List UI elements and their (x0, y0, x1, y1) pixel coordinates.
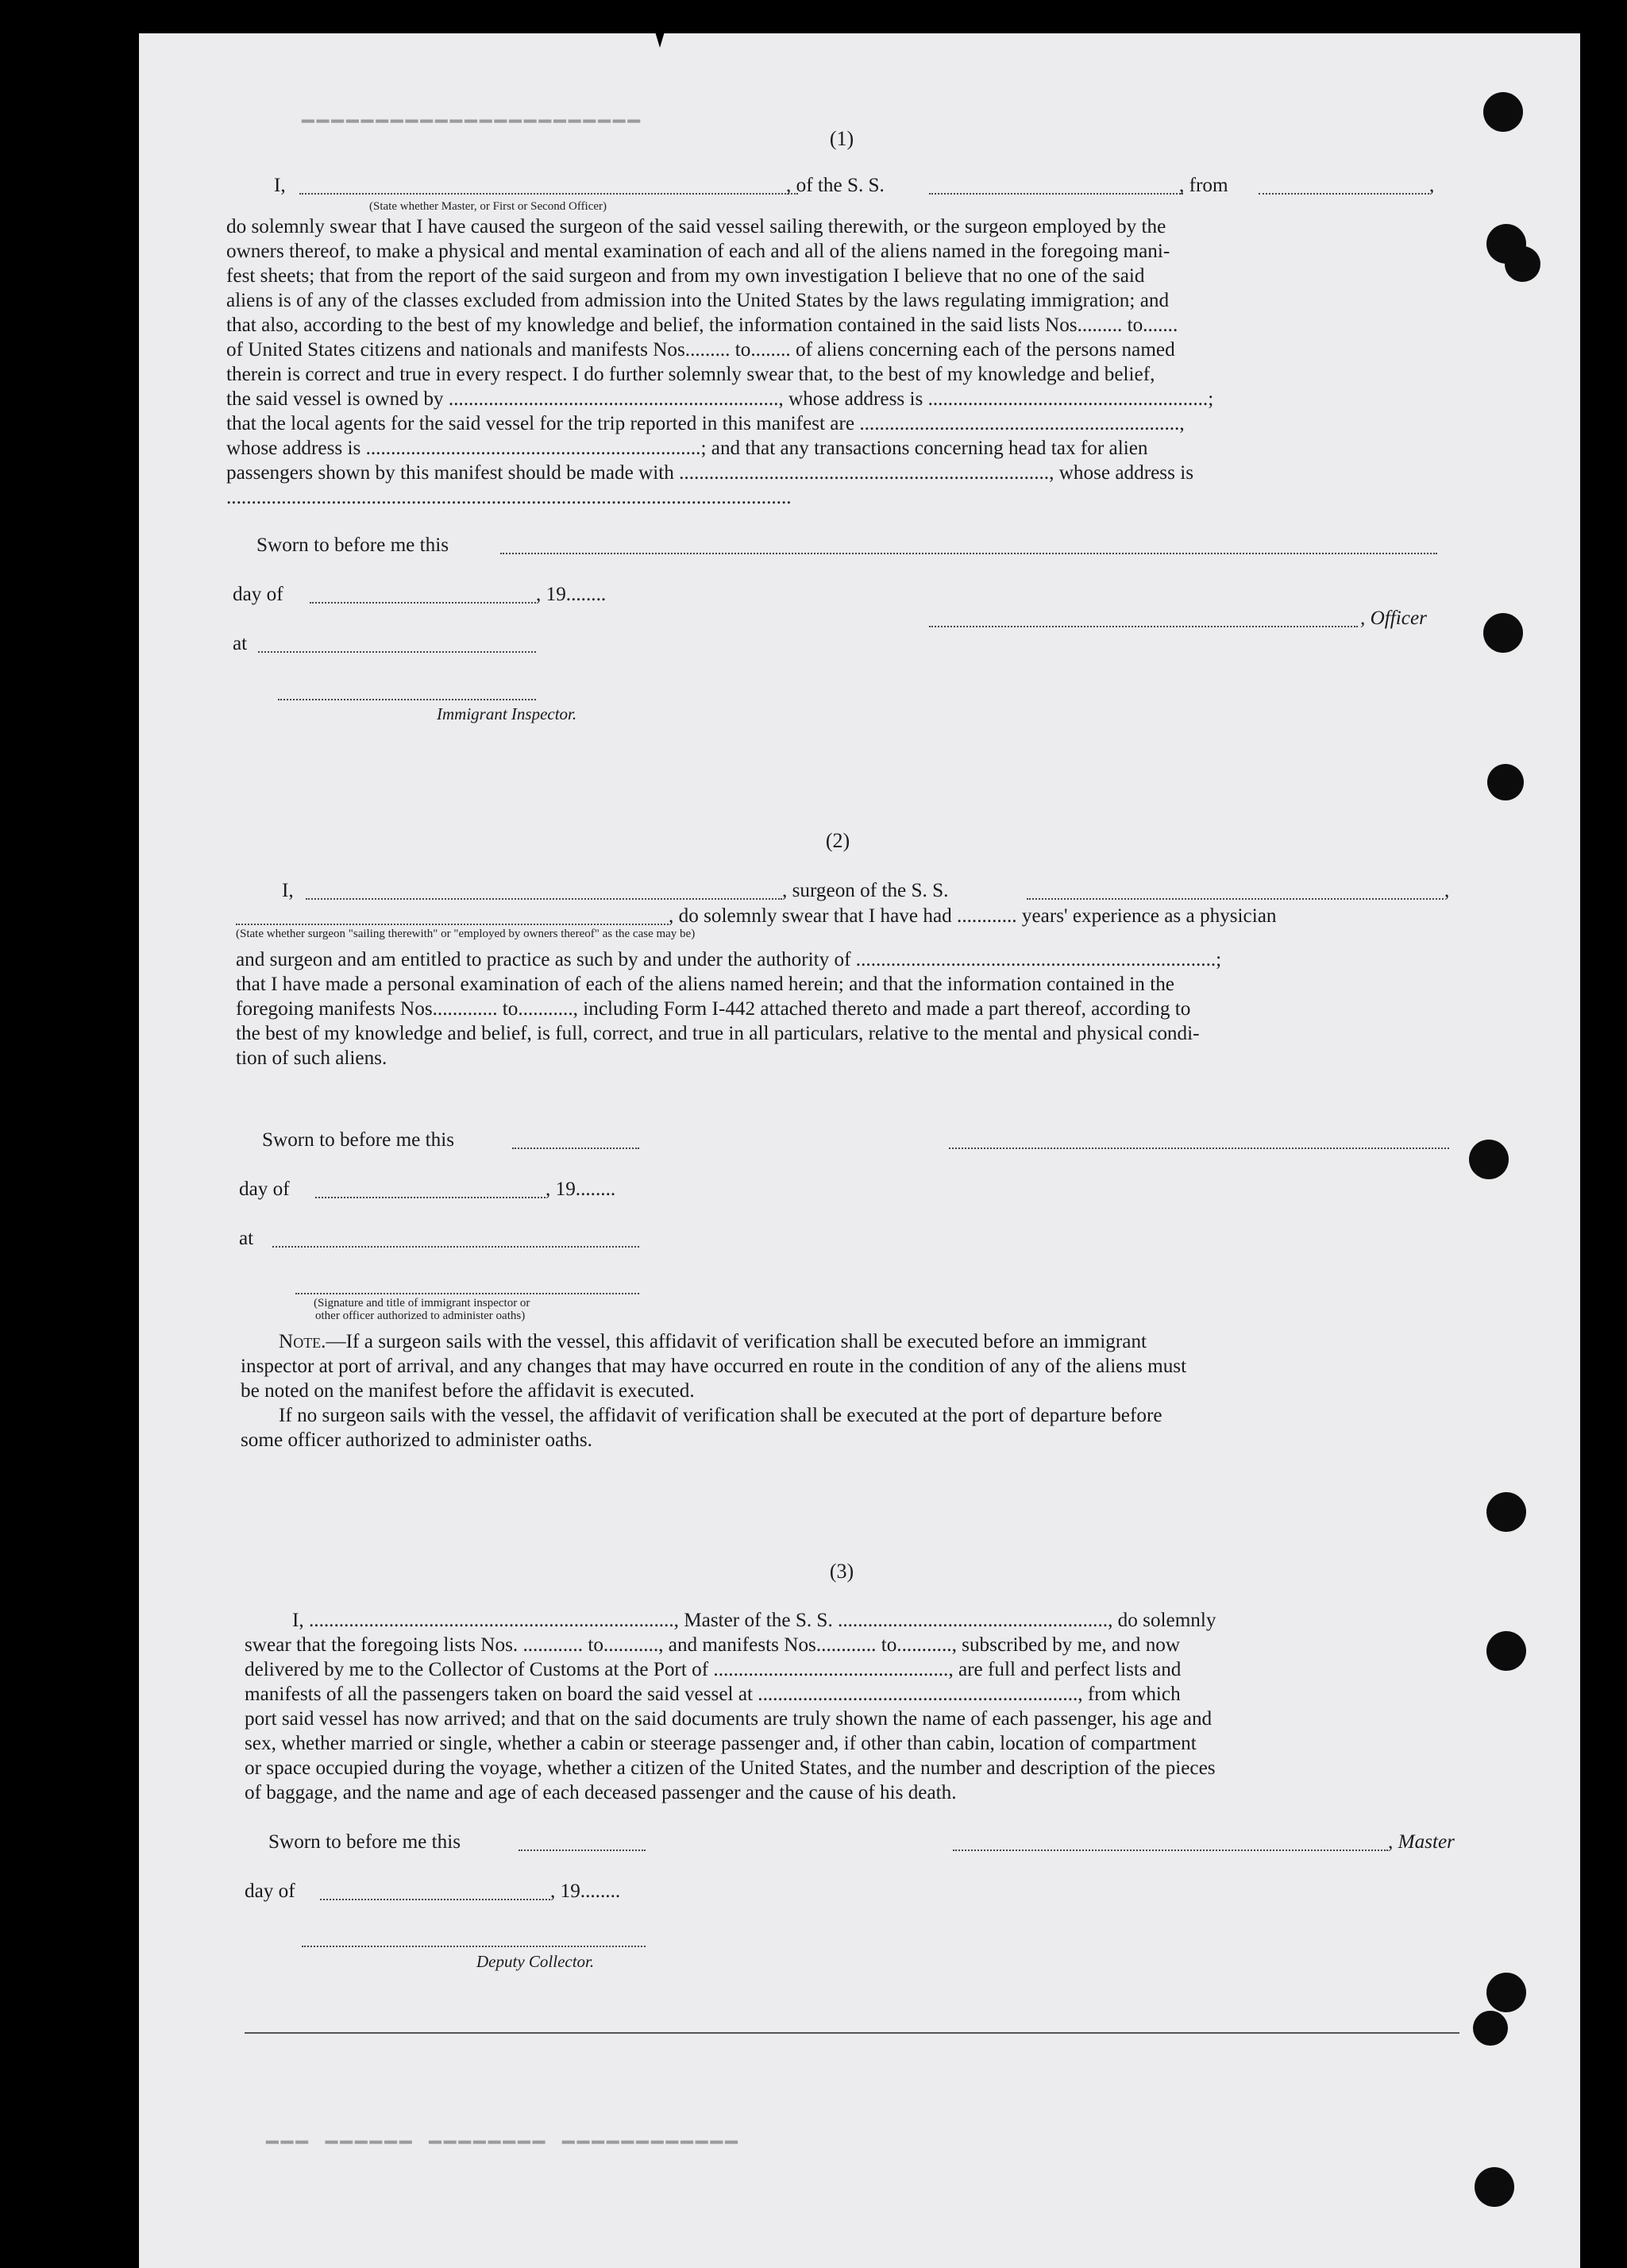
section-2-caption: (State whether surgeon "sailing therewith" or "employed by owners thereof" as the case may be) (236, 928, 696, 940)
section-2-day-of: day of (239, 1178, 290, 1200)
section-1-body-line: therein is correct and true in every respect. I do further solemnly swear that, to the best of my knowledge and belief, (226, 364, 1155, 385)
section-3-body-line: sex, whether married or single, whether a cabin or steerage passenger and, if other than cabin, location of compartment (245, 1733, 1197, 1754)
paper-notch (646, 0, 674, 48)
section-1-signer: Immigrant Inspector. (437, 704, 577, 723)
section-2-number: (2) (825, 829, 850, 852)
fill-line (299, 193, 798, 195)
section-1-sworn: Sworn to before me this (256, 534, 449, 556)
section-1-comma: , (1429, 175, 1435, 196)
section-1-line-from: , from (1179, 175, 1228, 196)
section-1-body-line: passengers shown by this manifest should be made with .........................................................................., whose address is (226, 462, 1193, 484)
fill-line (306, 898, 782, 900)
bleed-through-text: ▔▔▔ ▔▔▔▔▔▔ ▔▔▔▔▔▔▔▔ ▔▔▔▔▔▔▔▔▔▔▔▔ (266, 2143, 740, 2166)
bottom-rule (245, 2032, 1459, 2034)
section-3-body (245, 1608, 1523, 1805)
bleed-through-text: ▔▔▔▔▔▔▔▔▔▔▔▔▔▔▔▔▔▔▔▔▔▔▔ (302, 122, 643, 145)
binder-hole (1483, 92, 1523, 132)
officer-signature-line (929, 626, 1358, 627)
section-1-caption: (State whether Master, or First or Second Officer) (369, 200, 607, 213)
section-3-day-of: day of (245, 1880, 295, 1902)
fill-line (258, 651, 536, 653)
section-2-line-i: I, (282, 880, 294, 901)
section-2-body-line: that I have made a personal examination of each of the aliens named herein; and that the information contained in the (236, 974, 1174, 995)
deputy-signature-line (302, 1946, 646, 1947)
binder-hole (1473, 2011, 1508, 2046)
section-3-body-line: of baggage, and the name and age of each deceased passenger and the cause of his death. (245, 1782, 957, 1803)
section-1-body-line: that the local agents for the said vessel for the trip reported in this manifest are ................................................................, (226, 413, 1185, 434)
fill-line (310, 602, 536, 604)
section-1-officer: , Officer (1360, 608, 1427, 629)
section-3-year: , 19........ (550, 1880, 621, 1902)
section-3-master: , Master (1388, 1831, 1455, 1853)
inspector-signature-line (295, 1293, 639, 1294)
section-2-sworn: Sworn to before me this (262, 1129, 455, 1151)
section-1-body-line: owners thereof, to make a physical and mental examination of each and all of the aliens named in the foregoing mani- (226, 241, 1170, 262)
section-1-at: at (233, 633, 248, 654)
note-label: Note. (279, 1331, 326, 1352)
section-3-number: (3) (829, 1560, 854, 1583)
binder-hole (1475, 2167, 1514, 2207)
form-page (139, 33, 1580, 2268)
fill-line (236, 924, 669, 925)
fill-line (272, 1246, 639, 1248)
section-2-surgeon: , surgeon of the S. S. (782, 880, 949, 901)
fill-line (315, 1197, 546, 1198)
section-2-body-line: the best of my knowledge and belief, is full, correct, and true in all particulars, relative to the mental and physical condi- (236, 1023, 1200, 1044)
section-2-comma: , (1444, 880, 1450, 901)
fill-line (929, 193, 1183, 195)
section-2-note (241, 1329, 1186, 1452)
section-2-year: , 19........ (546, 1178, 616, 1200)
section-2-body (236, 947, 1506, 1070)
fill-line (519, 1850, 646, 1851)
section-1-body-line: ................................................................................................................. (226, 487, 792, 508)
section-3-body-line: or space occupied during the voyage, whether a citizen of the United States, and the number and description of the pieces (245, 1757, 1216, 1779)
section-1-body-line: of United States citizens and nationals and manifests Nos......... to........ of aliens concerning each of the persons named (226, 339, 1175, 361)
section-2-at: at (239, 1228, 254, 1249)
section-1-body-line: do solemnly swear that I have caused the surgeon of the said vessel sailing therewith, or the surgeon employed by the (226, 216, 1166, 237)
surgeon-signature-line (949, 1148, 1449, 1149)
binder-hole (1469, 1140, 1509, 1179)
section-1-body-line: aliens is of any of the classes excluded from admission into the United States by the laws regulating immigration; and (226, 290, 1170, 311)
section-1-body (226, 214, 1505, 510)
section-3-signer: Deputy Collector. (476, 1952, 595, 1971)
section-3-body-line: port said vessel has now arrived; and that on the said documents are truly shown the name of each passenger, his age and (245, 1708, 1213, 1730)
note-line: be noted on the manifest before the affidavit is executed. (241, 1380, 695, 1402)
section-3-body-line: I, ........................................................................., Master of the S. S. ......................................................, do solemnly (292, 1610, 1216, 1631)
section-1-line-of-ss: , of the S. S. (786, 175, 885, 196)
section-1-body-line: the said vessel is owned by .................................................................., whose address is ........................................................; (226, 388, 1214, 410)
note-line (241, 1329, 1186, 1354)
section-3-body-line: swear that the foregoing lists Nos. ............ to..........., and manifests Nos............ to..........., subscribed by me, and now (245, 1634, 1181, 1656)
section-2-body-line: tion of such aliens. (236, 1047, 387, 1069)
section-3-body-line: delivered by me to the Collector of Customs at the Port of ..............................................., are full and perfect lists and (245, 1659, 1182, 1680)
section-1-line-i: I, (274, 175, 286, 196)
fill-line (512, 1148, 639, 1149)
fill-line (320, 1899, 550, 1900)
section-1-body-line: that also, according to the best of my knowledge and belief, the information contained in the said lists Nos......... to....... (226, 314, 1178, 336)
section-1-body-line: fest sheets; that from the report of the said surgeon and from my own investigation I believe that no one of the said (226, 265, 1145, 287)
section-2-body-line: and surgeon and am entitled to practice as such by and under the authority of ........................................................................; (236, 949, 1222, 970)
binder-hole (1486, 1973, 1526, 2012)
section-1-number: (1) (829, 127, 854, 150)
binder-hole (1487, 764, 1524, 800)
section-1-year: , 19........ (536, 584, 607, 605)
fill-line (1027, 898, 1444, 900)
section-2-signer-caption: (Signature and title of immigrant inspector or (314, 1297, 530, 1310)
fill-line (500, 553, 1437, 554)
note-line: some officer authorized to administer oaths. (241, 1429, 592, 1451)
section-1-body-line: whose address is ...................................................................; and that any transactions concerning head tax for alien (226, 438, 1148, 459)
section-1-day-of: day of (233, 584, 283, 605)
master-signature-line (953, 1850, 1388, 1851)
fill-line (1259, 193, 1429, 195)
inspector-signature-line (278, 699, 536, 700)
binder-hole (1486, 1492, 1526, 1532)
section-3-body-line: manifests of all the passengers taken on board the said vessel at ................................................................, from which (245, 1684, 1181, 1705)
section-2-line-2: , do solemnly swear that I have had ............ years' experience as a physician (669, 905, 1277, 927)
note-line: inspector at port of arrival, and any changes that may have occurred en route in the condition of any of the aliens must (241, 1356, 1187, 1377)
binder-hole (1505, 246, 1540, 282)
section-2-signer-caption: other officer authorized to administer oaths) (315, 1310, 526, 1322)
binder-hole (1483, 613, 1523, 653)
note-line: If no surgeon sails with the vessel, the affidavit of verification shall be executed at the port of departure before (279, 1405, 1162, 1426)
note-line-text: —If a surgeon sails with the vessel, this affidavit of verification shall be executed before an immigrant (326, 1331, 1147, 1352)
section-3-sworn: Sworn to before me this (268, 1831, 461, 1853)
section-2-body-line: foregoing manifests Nos............. to..........., including Form I-442 attached thereto and made a part thereof, according to (236, 998, 1191, 1020)
